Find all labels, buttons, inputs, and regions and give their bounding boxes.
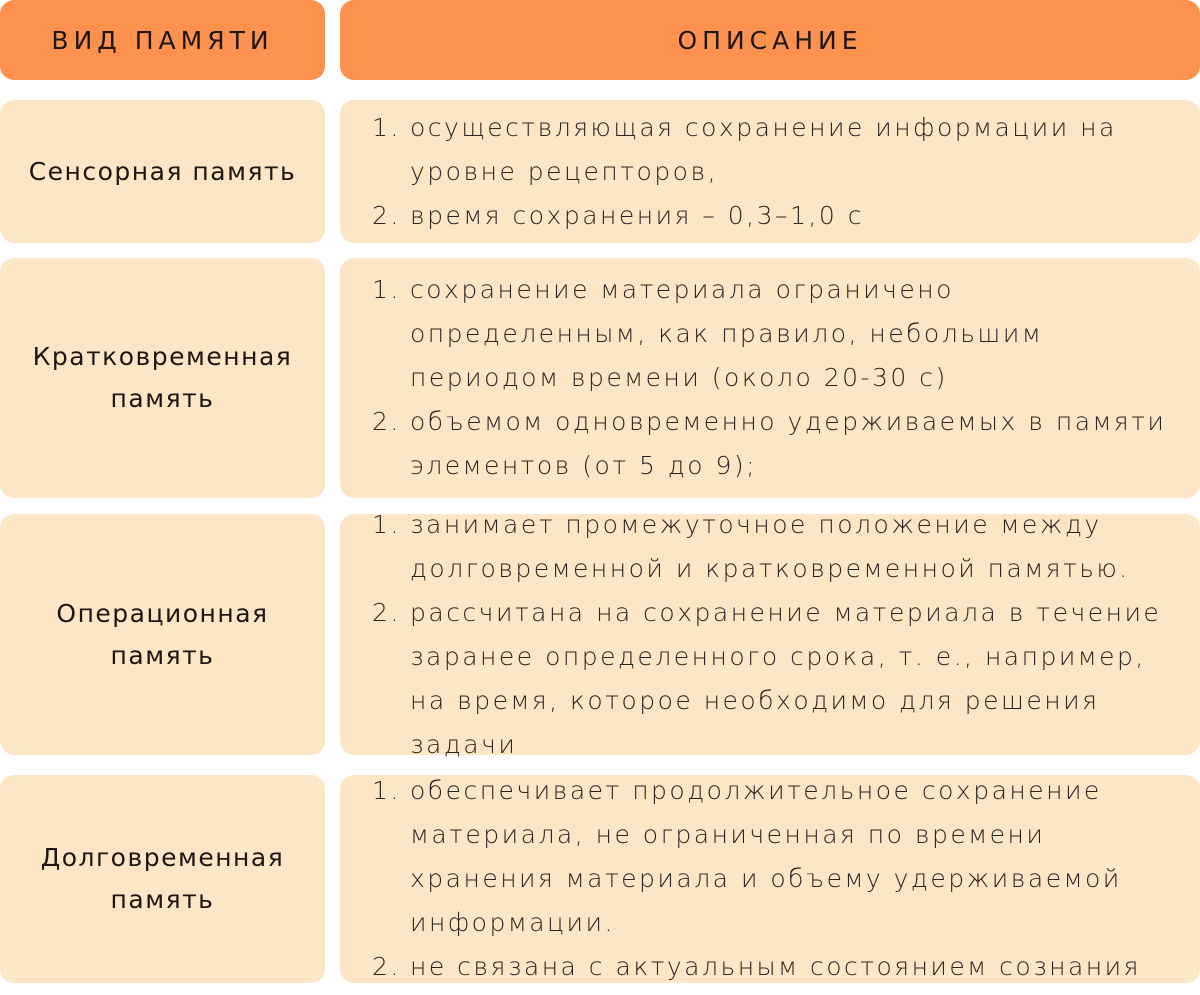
description-item	[372, 106, 1180, 194]
item-text: не связана с актуальным состоянием сознания	[410, 952, 1141, 981]
description-item	[372, 945, 1180, 989]
item-number: 2.	[372, 952, 401, 981]
description-list	[372, 106, 1180, 238]
item-text: осуществляющая сохранение информации на уровне рецепторов,	[410, 112, 1117, 186]
header-description-label: ОПИСАНИЕ	[677, 25, 863, 55]
item-text: обеспечивает продолжительное сохранение материала, не ограниченная по времени хранения материала и объему удерживаемой информации.	[410, 776, 1122, 937]
item-number: 1.	[372, 112, 401, 142]
memory-description-cell-long-term	[340, 775, 1200, 983]
header-description-column	[340, 0, 1200, 80]
memory-type-cell-long-term	[0, 775, 325, 983]
description-list	[372, 268, 1180, 488]
header-type-label: ВИД ПАМЯТИ	[51, 25, 274, 55]
description-item	[372, 503, 1180, 591]
memory-type-label: Операционная память	[56, 598, 269, 670]
memory-type-cell-sensory	[0, 100, 325, 243]
memory-type-label: Кратковременная память	[32, 342, 293, 413]
item-number: 2.	[372, 597, 401, 627]
memory-type-cell-operational	[0, 514, 325, 755]
description-item	[372, 400, 1180, 488]
item-number: 1.	[372, 275, 401, 304]
memory-description-cell-operational	[340, 509, 1200, 759]
description-item	[372, 268, 1180, 400]
memory-description-cell-sensory	[340, 100, 1200, 243]
memory-type-label: Сенсорная память	[28, 156, 297, 186]
item-text: рассчитана на сохранение материала в течение заранее определенного срока, т. е., например, на время, которое необходимо для решения задачи	[410, 597, 1162, 759]
item-text: занимает промежуточное положение между долговременной и кратковременной памятью.	[410, 509, 1130, 583]
description-list	[372, 769, 1180, 989]
item-number: 1.	[372, 776, 401, 805]
memory-description-cell-short-term	[340, 258, 1200, 498]
description-item	[372, 194, 1180, 238]
memory-type-label: Долговременная память	[40, 843, 285, 914]
item-number: 1.	[372, 509, 401, 539]
item-text: сохранение материала ограничено определенным, как правило, небольшим периодом времени (около 20-30 с)	[410, 275, 1044, 392]
item-text: время сохранения – 0,3–1,0 с	[410, 200, 864, 230]
item-text: объемом одновременно удерживаемых в памяти элементов (от 5 до 9);	[410, 407, 1167, 480]
item-number: 2.	[372, 407, 401, 436]
description-item	[372, 769, 1180, 945]
item-number: 2.	[372, 200, 401, 230]
header-type-column	[0, 0, 325, 80]
description-item	[372, 591, 1180, 767]
description-list	[372, 503, 1180, 767]
memory-type-cell-short-term	[0, 258, 325, 498]
